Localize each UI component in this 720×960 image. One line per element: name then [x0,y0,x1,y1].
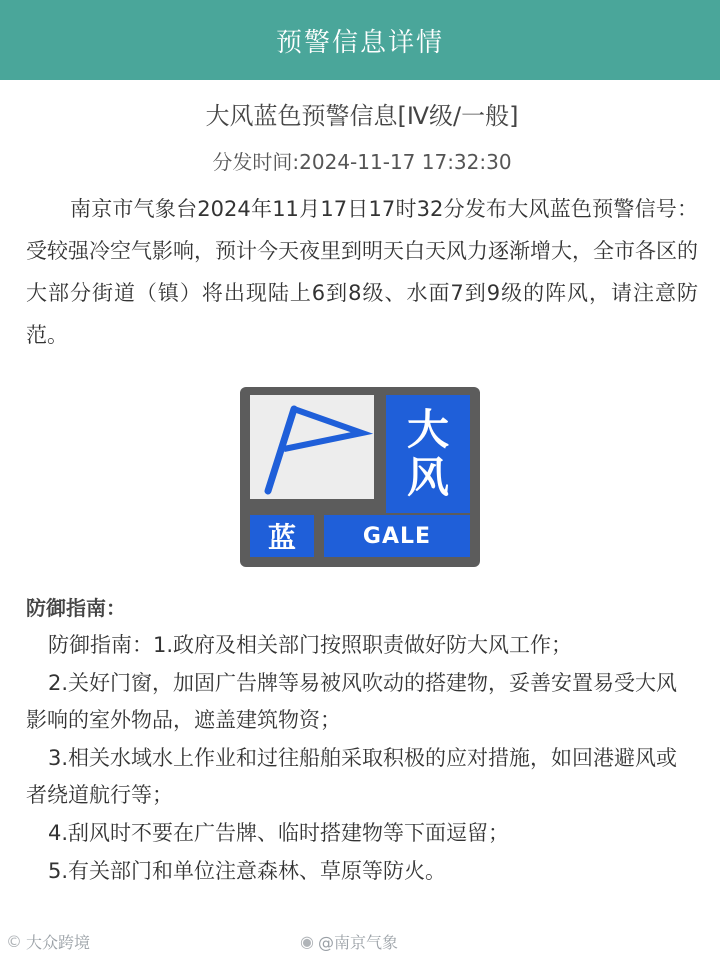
weibo-icon: ◉ [300,932,314,951]
signal-type-box [386,395,470,513]
warning-title: 大风蓝色预警信息[Ⅳ级/一般] [205,102,519,130]
warning-body: 南京市气象台2024年11月17日17时32分发布大风蓝色预警信号：受较强冷空气影响，预计今天夜里到明天白天风力逐渐增大，全市各区的大部分街道（镇）将出现陆上6到8级、水面7到9级的阵风，请注意防范。 [26,197,698,347]
watermark-left [6,930,90,953]
issue-time: 分发时间:2024-11-17 17:32:30 [212,150,512,174]
header-bar [0,0,720,80]
guide-item: 4.刮风时不要在广告牌、临时搭建物等下面逗留； [48,821,510,845]
warning-signal-image [240,387,480,567]
page-title: 预警信息详情 [275,27,444,58]
signal-char-1: 大 [406,405,449,454]
guide-item: 防御指南：1.政府及相关部门按照职责做好防大风工作； [48,633,573,657]
watermark-right [300,930,398,953]
signal-char-2: 风 [406,453,449,502]
signal-color-label: 蓝 [250,515,314,557]
guide-heading: 防御指南： [26,596,126,620]
wind-flag-icon [250,395,374,499]
guide-item: 5.有关部门和单位注意森林、草原等防火。 [48,859,447,883]
watermark-left-text: 大众跨境 [26,933,91,952]
warning-content [26,96,698,356]
guide-item: 2.关好门窗，加固广告牌等易被风吹动的搭建物，妥善安置易受大风影响的室外物品，遮盖建筑物资； [26,671,678,732]
defense-guide [26,590,698,890]
watermark-logo-icon: © [6,932,22,951]
signal-english-label: GALE [324,515,470,557]
watermark-right-text: @南京气象 [317,933,398,952]
guide-item: 3.相关水域水上作业和过往船舶采取积极的应对措施，如回港避风或者绕道航行等； [26,746,678,807]
